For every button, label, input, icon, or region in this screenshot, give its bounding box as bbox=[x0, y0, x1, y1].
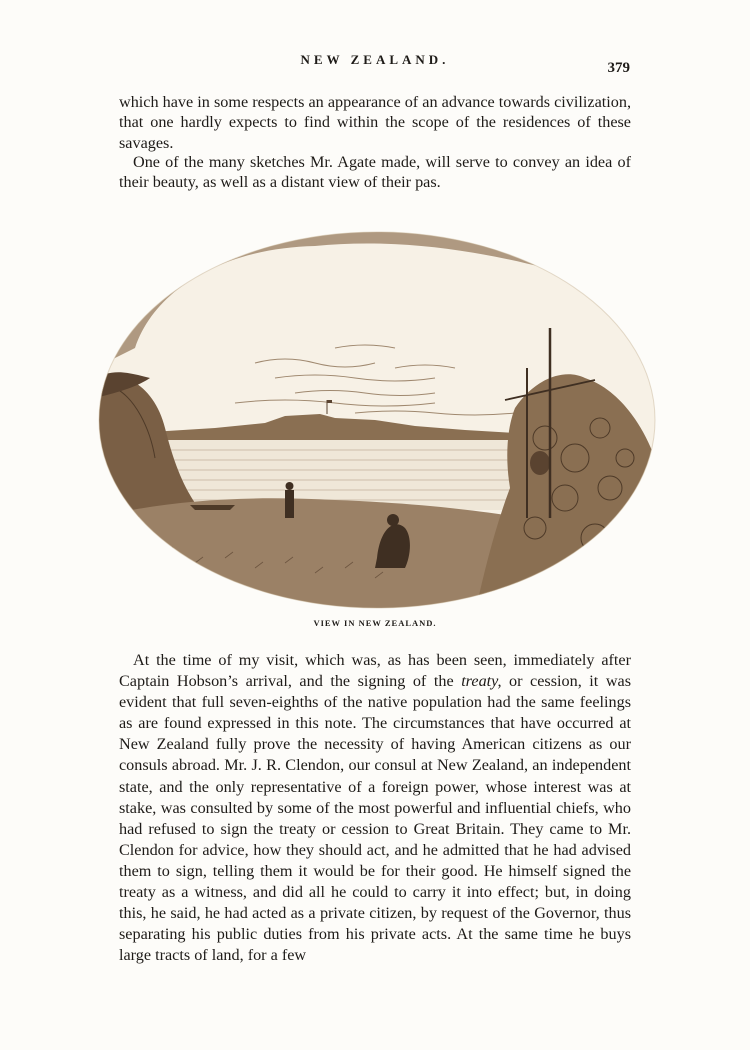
canoe bbox=[190, 505, 235, 510]
paragraph-visit bbox=[119, 650, 631, 966]
emphasis-treaty: treaty, bbox=[461, 672, 502, 691]
gourd bbox=[530, 451, 550, 475]
running-head: NEW ZEALAND. bbox=[300, 52, 450, 67]
page-number: 379 bbox=[607, 60, 630, 76]
paragraph-visit-text-cont: or cession, it was evident that full seven-eighths of the native population had the same feelings as are found expressed in this note. The circumstances that have occurred at New Zealand fully prove the necessity of having American citizens as our consuls abroad. Mr. J. R. Clendon, our consul at New Zealand, an independent state, and the only representative of a foreign power, whose interest was at stake, was consulted by some of the most powerful and influential chiefs, who had refused to sign the treaty or cession to Great Britain. They came to Mr. Clendon for advice, how they should act, and he admitted that he had advised them to sign, telling them it would be for their good. He himself signed the treaty as a witness, and did all he could to carry it into effect; but, in doing this, he said, he had acted as a private citizen, by request of the Governor, thus separating his public duties from his private acts. At the same time he buys large tracts of land, for a few bbox=[119, 672, 632, 965]
paragraph-sketch-intro: One of the many sketches Mr. Agate made, will serve to convey an idea of their beauty, as well as a distant view of their pas. bbox=[119, 153, 631, 192]
standing-figure bbox=[285, 490, 294, 518]
paragraph-continued: which have in some respects an appearance of an advance towards civilization, that one hardly expects to find within the scope of the residences of these savages. bbox=[119, 93, 631, 152]
engraving-illustration bbox=[95, 228, 660, 613]
paragraph-visit-text: At the time of my visit, which was, as has been seen, immediately after Captain Hobson’s arrival, and the signing of the bbox=[119, 651, 631, 691]
figure-caption: VIEW IN NEW ZEALAND. bbox=[313, 618, 437, 628]
harbour-water bbox=[135, 440, 555, 510]
